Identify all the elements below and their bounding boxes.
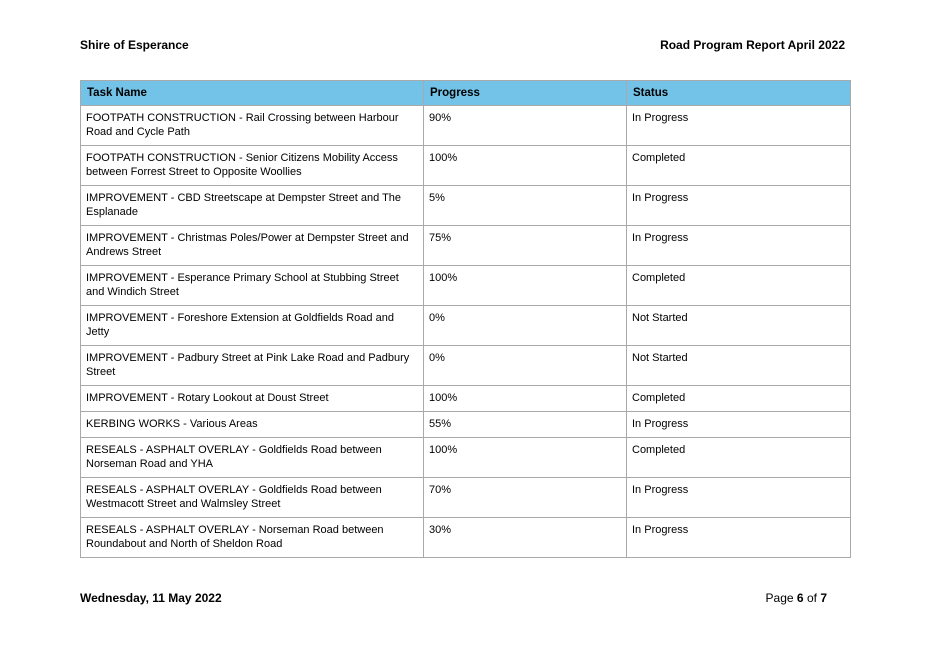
status-cell: In Progress [627,478,851,518]
status-cell: Completed [627,146,851,186]
task-name-cell: RESEALS - ASPHALT OVERLAY - Goldfields Road between Westmacott Street and Walmsley Street [81,478,424,518]
task-name-cell: IMPROVEMENT - Rotary Lookout at Doust Street [81,386,424,412]
road-program-table [80,80,851,558]
page-of-label: of [806,591,817,605]
task-name-cell: IMPROVEMENT - CBD Streetscape at Dempster Street and The Esplanade [81,186,424,226]
table-header-row [81,81,851,106]
page-number [766,591,827,605]
table-row [81,106,851,146]
task-name-cell: FOOTPATH CONSTRUCTION - Senior Citizens Mobility Access between Forrest Street to Opposite Woollies [81,146,424,186]
progress-cell: 100% [424,438,627,478]
progress-cell: 0% [424,346,627,386]
organization-name: Shire of Esperance [80,38,189,52]
status-cell: Completed [627,386,851,412]
table-row [81,346,851,386]
status-cell: In Progress [627,106,851,146]
status-cell: Not Started [627,346,851,386]
progress-cell: 100% [424,146,627,186]
table-row [81,438,851,478]
table-row [81,478,851,518]
status-cell: In Progress [627,518,851,558]
task-name-cell: RESEALS - ASPHALT OVERLAY - Norseman Road between Roundabout and North of Sheldon Road [81,518,424,558]
progress-cell: 70% [424,478,627,518]
status-cell: Not Started [627,306,851,346]
report-title: Road Program Report April 2022 [660,38,845,52]
page-total: 7 [820,591,827,605]
table-row [81,186,851,226]
status-cell: In Progress [627,186,851,226]
page-label: Page [765,591,794,605]
task-name-cell: RESEALS - ASPHALT OVERLAY - Goldfields Road between Norseman Road and YHA [81,438,424,478]
progress-cell: 100% [424,386,627,412]
progress-cell: 30% [424,518,627,558]
status-cell: Completed [627,266,851,306]
status-cell: In Progress [627,226,851,266]
progress-cell: 55% [424,412,627,438]
progress-cell: 75% [424,226,627,266]
table-row [81,518,851,558]
table-row [81,146,851,186]
table-row [81,386,851,412]
progress-cell: 5% [424,186,627,226]
task-name-cell: IMPROVEMENT - Esperance Primary School at Stubbing Street and Windich Street [81,266,424,306]
report-date: Wednesday, 11 May 2022 [80,591,222,605]
status-cell: Completed [627,438,851,478]
status-cell: In Progress [627,412,851,438]
table-row [81,266,851,306]
progress-cell: 100% [424,266,627,306]
column-header-progress: Progress [424,81,627,106]
task-name-cell: IMPROVEMENT - Foreshore Extension at Goldfields Road and Jetty [81,306,424,346]
task-name-cell: KERBING WORKS - Various Areas [81,412,424,438]
table-row [81,306,851,346]
task-name-cell: IMPROVEMENT - Padbury Street at Pink Lake Road and Padbury Street [81,346,424,386]
progress-cell: 0% [424,306,627,346]
progress-cell: 90% [424,106,627,146]
table-row [81,412,851,438]
table-row [81,226,851,266]
page-current: 6 [796,591,804,605]
task-name-cell: FOOTPATH CONSTRUCTION - Rail Crossing between Harbour Road and Cycle Path [81,106,424,146]
task-name-cell: IMPROVEMENT - Christmas Poles/Power at Dempster Street and Andrews Street [81,226,424,266]
column-header-status: Status [627,81,851,106]
column-header-task-name: Task Name [81,81,424,106]
